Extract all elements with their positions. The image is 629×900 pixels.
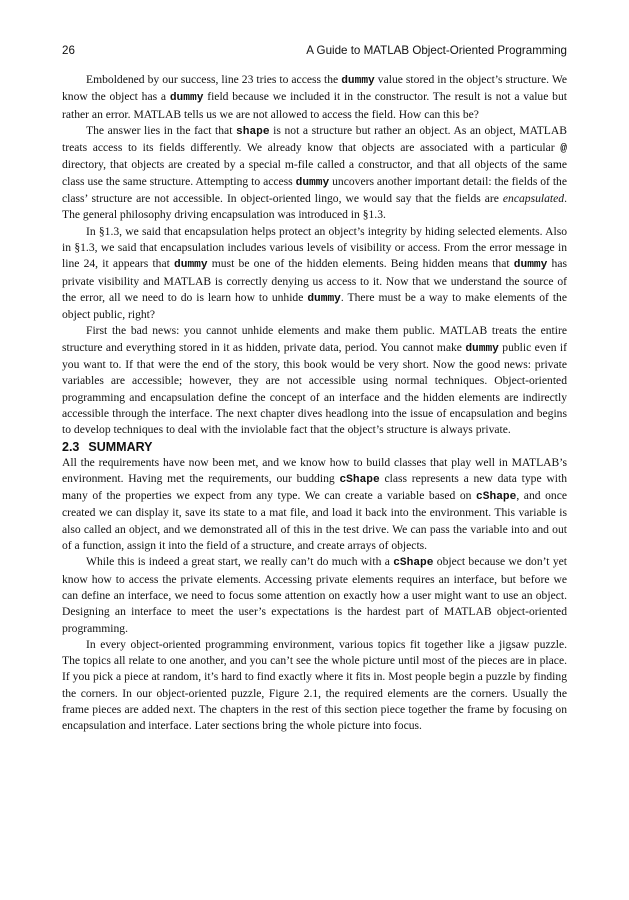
text-span: , and once created we can display it, save its state to a mat file, and load it back into the environment. This variable is also called an object, and we demonstrated all of this in the test drive. We can pass the variable into and out of a function, assign it into the field of a structure, and create arrays of objects. xyxy=(62,489,567,553)
text-span: All the requirements have now been met, and we know how to build classes that play well in MATLAB’s environment. Having met the requirements, our budding xyxy=(62,455,567,485)
inline-code: @ xyxy=(560,143,567,156)
text-span: class represents a new data type with many of the properties we expect from any type. We can create a variable based on xyxy=(62,471,567,503)
emphasis: encapsulated xyxy=(502,192,565,206)
paragraph xyxy=(62,323,567,438)
text-span: Emboldened by our success, line 23 tries to access the xyxy=(86,73,342,86)
inline-code: shape xyxy=(236,125,270,138)
inline-code: dummy xyxy=(465,342,499,355)
text-span: The answer lies in the fact that xyxy=(86,123,237,137)
paragraph xyxy=(62,554,567,636)
page-header xyxy=(62,44,567,60)
section-title: SUMMARY xyxy=(88,439,153,454)
paragraph xyxy=(62,72,567,123)
text-span: has private visibility and MATLAB is correctly denying us access to it. Now that we understand the source of the error, all we need to do is learn how to unhide xyxy=(62,257,567,304)
text-span: First the bad news: you cannot unhide elements and make them public. MATLAB treats the entire structure and everything stored in it as hidden, private data, period. You cannot make xyxy=(62,324,567,354)
text-span: directory, that objects are created by a special m-file called a constructor, and that all objects of the same class use the same structure. Attempting to access xyxy=(62,158,567,188)
text-span: value stored in the object’s structure. We know the object has a xyxy=(62,73,567,104)
text-span: . The general philosophy driving encapsulation was introduced in §1.3. xyxy=(62,192,567,222)
inline-code: dummy xyxy=(295,176,330,189)
paragraph xyxy=(62,123,567,224)
inline-code: dummy xyxy=(341,75,375,87)
body-text xyxy=(62,72,567,735)
running-title: A Guide to MATLAB Object-Oriented Programming xyxy=(306,44,567,57)
inline-code: dummy xyxy=(169,92,204,105)
section-heading xyxy=(62,439,567,455)
text-span: uncovers another important detail: the fields of the class’ structure are not accessible. In object-oriented lingo, we would say that the fields are xyxy=(62,174,567,206)
paragraph xyxy=(62,637,567,735)
inline-code: cShape xyxy=(393,557,434,570)
inline-code: dummy xyxy=(307,292,341,305)
inline-code: cShape xyxy=(339,473,380,486)
text-span: public even if you want to. If that were the end of the story, this book would be very short. Now the good news: private variables are accessible; however, they are not accessible using normal techniques. Object-oriented programming and encapsulation define the concept of an interface and the hidden elements are indirectly accessible through the interface. The next chapter dives headlong into the issue of encapsulation and begins to develop techniques to deal with the inviolable fact that the object’s structure is always private. xyxy=(62,340,567,437)
text-span: object because we don’t yet know how to access the private elements. Accessing private elements requires an interface, but before we can define an interface, we need to focus some attention on exactly how a user might want to use an object. Designing an interface to meet the user’s expectations is the hardest part of MATLAB object-oriented programming. xyxy=(62,555,567,635)
page-number: 26 xyxy=(62,44,75,57)
inline-code: dummy xyxy=(513,259,548,272)
paragraph xyxy=(62,224,567,324)
section-number: 2.3 xyxy=(62,439,80,454)
paragraph xyxy=(62,455,567,555)
text-span: . There must be a way to make elements of the object public, right? xyxy=(62,290,567,322)
text-span: must be one of the hidden elements. Being hidden means that xyxy=(207,257,514,271)
text-span: In §1.3, we said that encapsulation helps protect an object’s integrity by hiding selected elements. Also in §1.3, we said that encapsulation includes various levels of visibility or access. From the error message in line 24, it appears that xyxy=(62,224,567,271)
inline-code: dummy xyxy=(174,259,208,272)
text-span: field because we included it in the constructor. The result is not a value but rather an error. MATLAB tells us we are not allowed to access the field. How can this be? xyxy=(62,90,567,121)
text-span: In every object-oriented programming environment, various topics fit together like a jigsaw puzzle. The topics all relate to one another, and you can’t see the whole picture until most of the pieces are in place. If you pick a piece at random, it’s hard to find exactly where it fits in. Most people begin a puzzle by finding the corners. In our object-oriented puzzle, Figure 2.1, the required elements are the corners. Usually the frame pieces are added next. The chapters in the rest of this section piece together the frame by focusing on encapsulation and interface. Later sections bring the whole picture into focus. xyxy=(62,637,567,733)
text-span: While this is indeed a great start, we really can’t do much with a xyxy=(86,555,394,569)
text-span: is not a structure but rather an object. As an object, MATLAB treats access to its fields differently. We already know that objects are associated with a particular xyxy=(62,123,567,155)
inline-code: cShape xyxy=(476,491,517,504)
